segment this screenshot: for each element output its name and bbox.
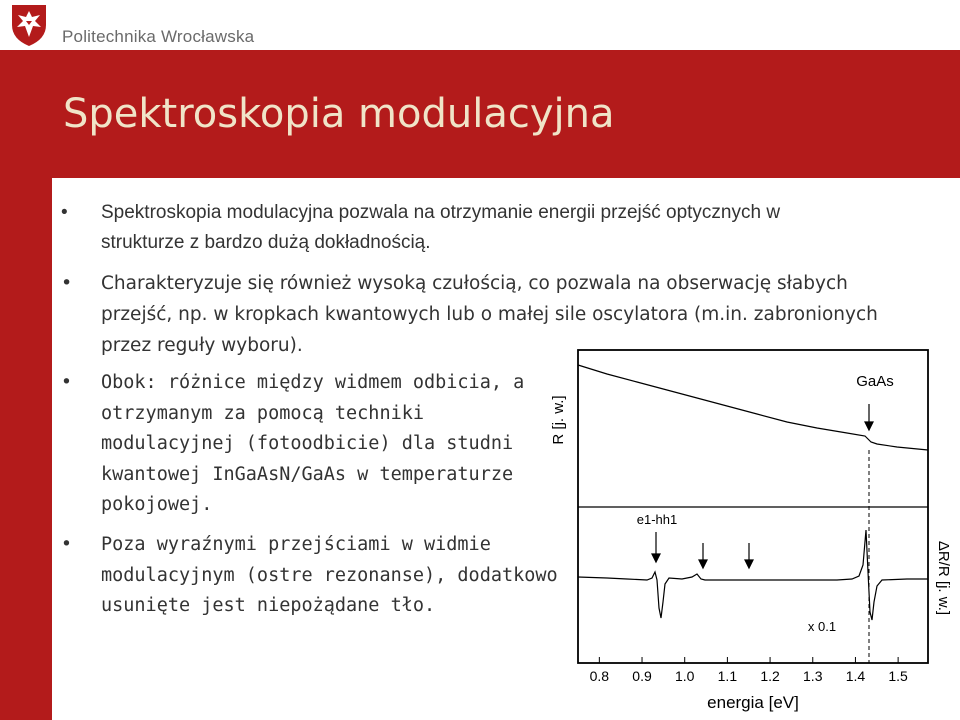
bullet-text: Poza wyraźnymi przejściami w widmie modulacyjnym (ostre rezonanse), dodatkowo usunięte jest niepożądane tło. xyxy=(101,534,558,616)
header-bar xyxy=(0,0,960,50)
x-axis-title: energia [eV] xyxy=(707,693,799,712)
dr-axis-label: ΔR/R [j. w.] xyxy=(935,540,952,616)
bullet-item xyxy=(61,198,861,258)
bullet-marker: • xyxy=(61,372,72,393)
spectra-figure xyxy=(547,340,960,720)
university-name: Politechnika Wrocławska xyxy=(62,27,255,46)
x-tick-label: 1.0 xyxy=(674,668,695,684)
bullet-text: Charakteryzuje się również wysoką czułością, co pozwala na obserwację słabych przejść, np. w kropkach kwantowych lub o małej sile oscylatora (m.in. zabronionych przez reguły wyboru). xyxy=(101,273,878,356)
slide-title: Spektroskopia modulacyjna xyxy=(63,91,615,137)
bullet-item xyxy=(61,368,561,521)
bullet-marker: • xyxy=(61,534,72,555)
left-accent-bar xyxy=(0,178,52,720)
bullet-marker: • xyxy=(61,272,73,294)
bullet-item xyxy=(61,530,561,622)
x-tick-label: 0.8 xyxy=(589,668,610,684)
x-tick-label: 1.2 xyxy=(760,668,780,684)
bullet-text: Obok: różnice między widmem odbicia, a otrzymanym za pomocą techniki modulacyjnej (fotoodbicie) dla studni kwantowej InGaAsN/GaAs w temperaturze pokojowej. xyxy=(101,372,525,515)
gaas-label: GaAs xyxy=(856,373,894,390)
bullet-text: Spektroskopia modulacyjna pozwala na otrzymanie energii przejść optycznych w strukturze z bardzo dużą dokładnością. xyxy=(101,202,781,253)
bullet-marker: • xyxy=(61,202,68,223)
e1-hh1-label: e1-hh1 xyxy=(636,512,678,527)
scale-factor-label: x 0.1 xyxy=(807,619,837,634)
r-axis-label: R [j. w.] xyxy=(550,395,567,445)
x-tick-label: 1.5 xyxy=(888,668,908,684)
x-tick-label: 1.1 xyxy=(717,668,738,684)
x-tick-label: 1.4 xyxy=(845,668,866,684)
x-tick-label: 0.9 xyxy=(632,668,652,684)
x-tick-label: 1.3 xyxy=(803,668,823,684)
eagle-shield-icon xyxy=(6,3,52,47)
